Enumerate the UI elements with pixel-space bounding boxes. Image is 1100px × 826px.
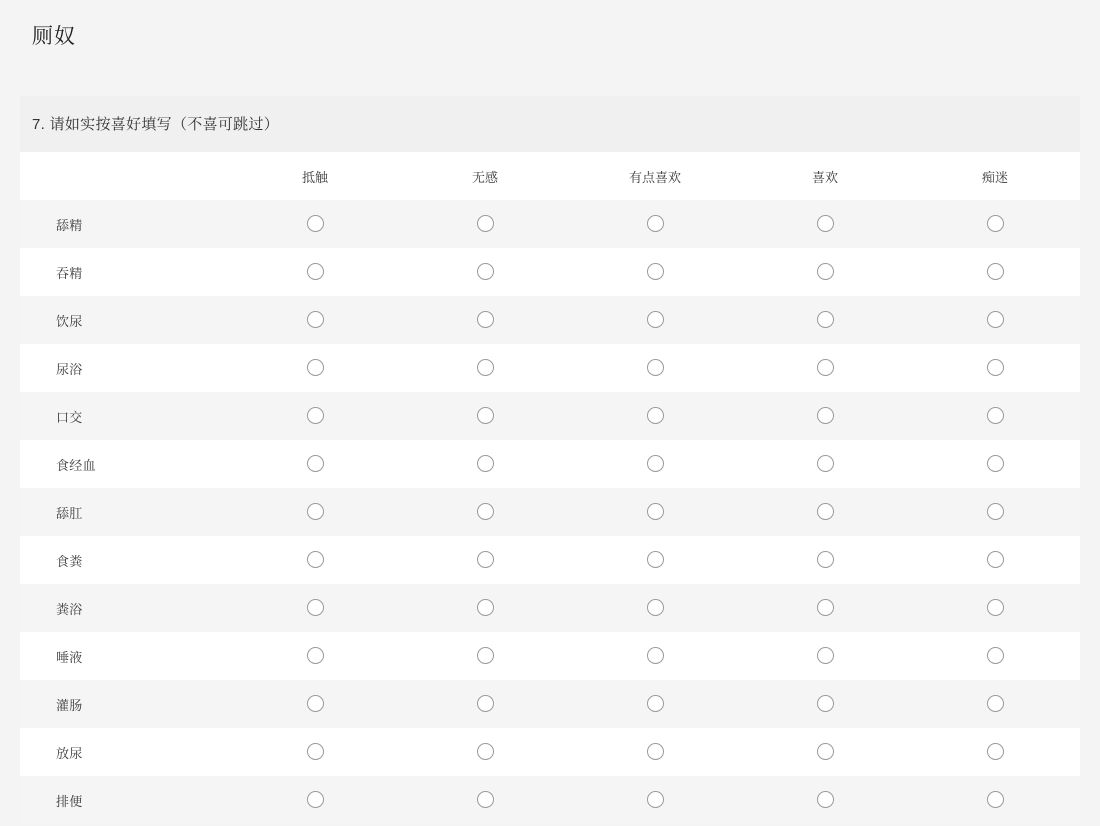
radio-option[interactable]	[477, 551, 494, 568]
radio-option[interactable]	[817, 599, 834, 616]
column-header-3: 喜欢	[740, 152, 910, 200]
matrix-cell[interactable]	[400, 776, 570, 824]
radio-option[interactable]	[817, 695, 834, 712]
matrix-cell[interactable]	[740, 632, 910, 680]
matrix-cell[interactable]	[570, 680, 740, 728]
radio-option[interactable]	[477, 263, 494, 280]
matrix-cell[interactable]	[740, 680, 910, 728]
column-header-2: 有点喜欢	[570, 152, 740, 200]
table-row	[20, 248, 1080, 296]
matrix-cell[interactable]	[570, 776, 740, 824]
radio-option[interactable]	[647, 743, 664, 760]
matrix-cell[interactable]	[910, 776, 1080, 824]
matrix-cell[interactable]	[740, 248, 910, 296]
matrix-cell[interactable]	[740, 776, 910, 824]
radio-option[interactable]	[817, 503, 834, 520]
table-row	[20, 728, 1080, 776]
matrix-cell[interactable]	[400, 392, 570, 440]
matrix-cell[interactable]	[570, 536, 740, 584]
row-label: 舔精	[20, 200, 230, 248]
table-row	[20, 536, 1080, 584]
row-label: 食粪	[20, 536, 230, 584]
matrix-cell[interactable]	[230, 392, 400, 440]
radio-option[interactable]	[307, 263, 324, 280]
matrix-cell[interactable]	[740, 392, 910, 440]
matrix-corner-cell	[20, 152, 230, 200]
radio-option[interactable]	[987, 791, 1004, 808]
matrix-cell[interactable]	[740, 296, 910, 344]
matrix-cell[interactable]	[400, 680, 570, 728]
matrix-cell[interactable]	[400, 248, 570, 296]
radio-option[interactable]	[477, 647, 494, 664]
question-card	[20, 96, 1080, 824]
matrix-cell[interactable]	[230, 248, 400, 296]
matrix-cell[interactable]	[910, 728, 1080, 776]
radio-option[interactable]	[307, 695, 324, 712]
matrix-cell[interactable]	[910, 584, 1080, 632]
radio-option[interactable]	[987, 551, 1004, 568]
matrix-cell[interactable]	[400, 344, 570, 392]
matrix-cell[interactable]	[570, 296, 740, 344]
preference-matrix-table	[20, 152, 1080, 824]
matrix-cell[interactable]	[570, 440, 740, 488]
radio-option[interactable]	[307, 647, 324, 664]
table-row	[20, 488, 1080, 536]
matrix-header	[20, 152, 1080, 200]
matrix-cell[interactable]	[740, 584, 910, 632]
matrix-cell[interactable]	[230, 680, 400, 728]
matrix-cell[interactable]	[570, 584, 740, 632]
radio-option[interactable]	[817, 647, 834, 664]
radio-option[interactable]	[647, 215, 664, 232]
radio-option[interactable]	[307, 311, 324, 328]
matrix-cell[interactable]	[230, 200, 400, 248]
row-label: 舔肛	[20, 488, 230, 536]
radio-option[interactable]	[817, 359, 834, 376]
radio-option[interactable]	[817, 407, 834, 424]
radio-option[interactable]	[307, 359, 324, 376]
matrix-cell[interactable]	[570, 632, 740, 680]
radio-option[interactable]	[817, 791, 834, 808]
radio-option[interactable]	[477, 455, 494, 472]
radio-option[interactable]	[477, 791, 494, 808]
matrix-cell[interactable]	[570, 248, 740, 296]
table-row	[20, 776, 1080, 824]
radio-option[interactable]	[987, 743, 1004, 760]
matrix-cell[interactable]	[740, 488, 910, 536]
matrix-cell[interactable]	[910, 344, 1080, 392]
radio-option[interactable]	[817, 311, 834, 328]
matrix-cell[interactable]	[740, 728, 910, 776]
radio-option[interactable]	[817, 551, 834, 568]
radio-option[interactable]	[477, 407, 494, 424]
radio-option[interactable]	[477, 311, 494, 328]
radio-option[interactable]	[987, 503, 1004, 520]
matrix-cell[interactable]	[740, 200, 910, 248]
matrix-cell[interactable]	[400, 440, 570, 488]
matrix-cell[interactable]	[910, 248, 1080, 296]
matrix-cell[interactable]	[910, 392, 1080, 440]
radio-option[interactable]	[307, 599, 324, 616]
radio-option[interactable]	[987, 407, 1004, 424]
page-title: 厕奴	[32, 25, 76, 48]
matrix-cell[interactable]	[910, 296, 1080, 344]
table-row	[20, 296, 1080, 344]
matrix-cell[interactable]	[910, 632, 1080, 680]
radio-option[interactable]	[307, 215, 324, 232]
row-label: 灌肠	[20, 680, 230, 728]
matrix-cell[interactable]	[400, 584, 570, 632]
matrix-cell[interactable]	[230, 440, 400, 488]
radio-option[interactable]	[647, 599, 664, 616]
table-row	[20, 632, 1080, 680]
radio-option[interactable]	[477, 359, 494, 376]
matrix-cell[interactable]	[740, 440, 910, 488]
radio-option[interactable]	[647, 311, 664, 328]
row-label: 饮尿	[20, 296, 230, 344]
radio-option[interactable]	[647, 263, 664, 280]
table-row	[20, 344, 1080, 392]
matrix-cell[interactable]	[230, 776, 400, 824]
matrix-cell[interactable]	[910, 680, 1080, 728]
radio-option[interactable]	[307, 791, 324, 808]
row-label: 吞精	[20, 248, 230, 296]
matrix-cell[interactable]	[570, 344, 740, 392]
radio-option[interactable]	[307, 743, 324, 760]
radio-option[interactable]	[817, 215, 834, 232]
matrix-cell[interactable]	[400, 488, 570, 536]
column-header-4: 痴迷	[910, 152, 1080, 200]
radio-option[interactable]	[647, 647, 664, 664]
radio-option[interactable]	[987, 599, 1004, 616]
row-label: 粪浴	[20, 584, 230, 632]
radio-option[interactable]	[477, 599, 494, 616]
matrix-cell[interactable]	[400, 536, 570, 584]
radio-option[interactable]	[307, 407, 324, 424]
matrix-cell[interactable]	[230, 344, 400, 392]
radio-option[interactable]	[647, 551, 664, 568]
radio-option[interactable]	[987, 647, 1004, 664]
matrix-header-row	[20, 152, 1080, 200]
matrix-body	[20, 200, 1080, 824]
row-label: 排便	[20, 776, 230, 824]
radio-option[interactable]	[817, 455, 834, 472]
matrix-cell[interactable]	[230, 728, 400, 776]
matrix-cell[interactable]	[230, 536, 400, 584]
row-label: 食经血	[20, 440, 230, 488]
radio-option[interactable]	[477, 695, 494, 712]
radio-option[interactable]	[647, 455, 664, 472]
radio-option[interactable]	[987, 455, 1004, 472]
radio-option[interactable]	[647, 695, 664, 712]
matrix-cell[interactable]	[400, 296, 570, 344]
matrix-cell[interactable]	[570, 488, 740, 536]
matrix-cell[interactable]	[740, 536, 910, 584]
table-row	[20, 584, 1080, 632]
radio-option[interactable]	[647, 407, 664, 424]
page-header	[0, 0, 1100, 62]
matrix-cell[interactable]	[230, 296, 400, 344]
matrix-cell[interactable]	[230, 584, 400, 632]
row-label: 尿浴	[20, 344, 230, 392]
radio-option[interactable]	[647, 791, 664, 808]
radio-option[interactable]	[987, 359, 1004, 376]
radio-option[interactable]	[647, 359, 664, 376]
table-row	[20, 680, 1080, 728]
radio-option[interactable]	[987, 215, 1004, 232]
radio-option[interactable]	[307, 551, 324, 568]
radio-option[interactable]	[477, 215, 494, 232]
radio-option[interactable]	[987, 695, 1004, 712]
column-header-0: 抵触	[230, 152, 400, 200]
column-header-1: 无感	[400, 152, 570, 200]
question-text: 7. 请如实按喜好填写（不喜可跳过）	[32, 116, 280, 133]
radio-option[interactable]	[987, 263, 1004, 280]
matrix-cell[interactable]	[910, 440, 1080, 488]
table-row	[20, 200, 1080, 248]
radio-option[interactable]	[477, 743, 494, 760]
matrix-cell[interactable]	[910, 488, 1080, 536]
matrix-cell[interactable]	[740, 344, 910, 392]
table-row	[20, 392, 1080, 440]
matrix-cell[interactable]	[910, 536, 1080, 584]
matrix-cell[interactable]	[230, 632, 400, 680]
radio-option[interactable]	[817, 263, 834, 280]
matrix-cell[interactable]	[230, 488, 400, 536]
row-label: 口交	[20, 392, 230, 440]
row-label: 放尿	[20, 728, 230, 776]
matrix-cell[interactable]	[400, 632, 570, 680]
radio-option[interactable]	[307, 503, 324, 520]
matrix-cell[interactable]	[570, 728, 740, 776]
matrix-cell[interactable]	[570, 200, 740, 248]
matrix-cell[interactable]	[570, 392, 740, 440]
table-row	[20, 440, 1080, 488]
radio-option[interactable]	[477, 503, 494, 520]
radio-option[interactable]	[647, 503, 664, 520]
matrix-cell[interactable]	[910, 200, 1080, 248]
matrix-cell[interactable]	[400, 728, 570, 776]
radio-option[interactable]	[987, 311, 1004, 328]
radio-option[interactable]	[817, 743, 834, 760]
radio-option[interactable]	[307, 455, 324, 472]
matrix-cell[interactable]	[400, 200, 570, 248]
row-label: 唾液	[20, 632, 230, 680]
